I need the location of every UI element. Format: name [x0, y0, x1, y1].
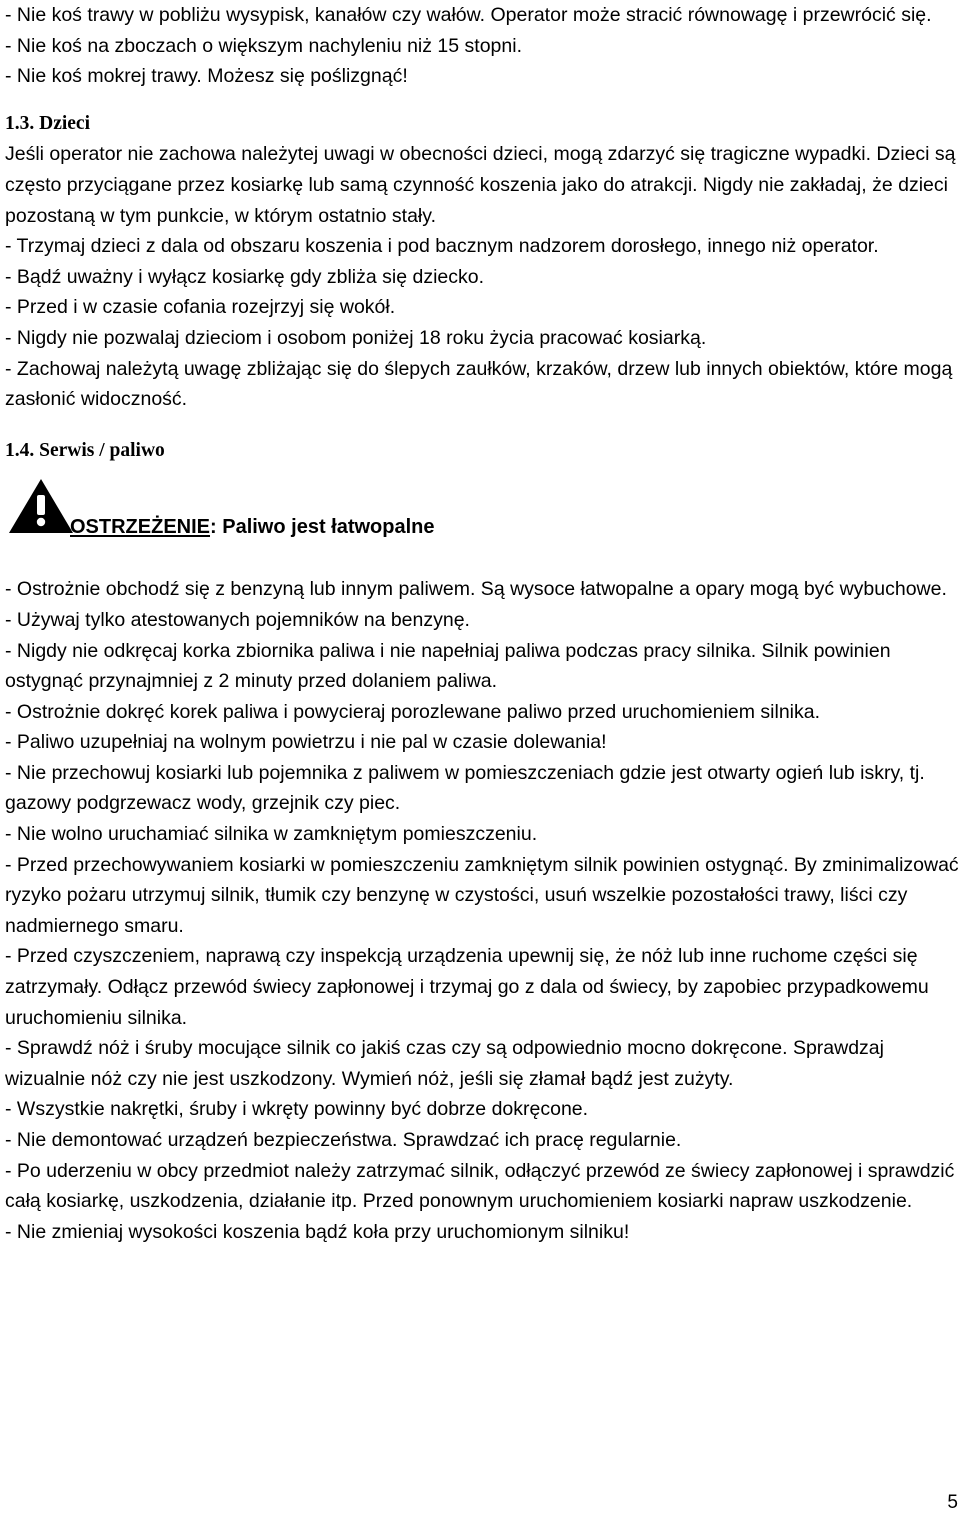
paragraph: - Zachowaj należytą uwagę zbliżając się do ślepych zaułków, krzaków, drzew lub innych obiektów, które mogą zasłonić widoczność.	[5, 357, 953, 411]
warning-text	[70, 513, 435, 541]
section-title: Serwis / paliwo	[39, 439, 165, 461]
paragraph: - Nie demontować urządzeń bezpieczeństwa. Sprawdzać ich pracę regularnie.	[5, 1129, 682, 1151]
paragraph: - Sprawdź nóż i śruby mocujące silnik co jakiś czas czy są odpowiednio mocno dokręcone. Sprawdzaj wizualnie nóż czy nie jest uszkodzony. Wymień nóż, jeśli się złamał bądź jest zużyty.	[5, 1037, 884, 1090]
section-children	[5, 109, 960, 415]
paragraph: - Po uderzeniu w obcy przedmiot należy zatrzymać silnik, odłączyć przewód ze świecy zapłonowej i sprawdzić całą kosiarkę, uszkodzenia, działanie itp. Przed ponownym uruchomieniem kosiarki napraw uszkodzenie.	[5, 1159, 955, 1213]
paragraph: - Nie zmieniaj wysokości koszenia bądź koła przy uruchomionym silniku!	[5, 1220, 630, 1243]
section-number: 1.4.	[5, 439, 35, 461]
warning-triangle-icon	[7, 477, 75, 535]
section-heading	[5, 436, 960, 467]
paragraph: - Ostrożnie obchodź się z benzyną lub innym paliwem. Są wysoce łatwopalne a opary mogą być wybuchowe.	[5, 578, 947, 601]
paragraph: - Używaj tylko atestowanych pojemników na benzynę.	[5, 608, 470, 631]
section-service-fuel	[5, 436, 960, 1248]
paragraph: - Wszystkie nakrętki, śruby i wkręty powinny być dobrze dokręcone.	[5, 1098, 589, 1121]
fuel-warning	[5, 477, 960, 549]
section-title: Dzieci	[39, 112, 91, 134]
warning-label: OSTRZEŻENIE	[70, 516, 211, 539]
paragraph: - Paliwo uzupełniaj na wolnym powietrzu i nie pal w czasie dolewania!	[5, 731, 607, 754]
document-page	[5, 0, 960, 1247]
paragraph: - Przed przechowywaniem kosiarki w pomieszczeniu zamkniętym silnik powinien ostygnąć. By zminimalizować ryzyko pożaru utrzymuj silnik, tłumik czy benzynę w czystości, usuń wszelkie pozostałości trawy, liści czy nadmiernego smaru.	[5, 853, 959, 937]
paragraph: - Nigdy nie pozwalaj dzieciom i osobom poniżej 18 roku życia pracować kosiarką.	[5, 326, 707, 349]
section-heading	[5, 109, 960, 140]
paragraph: - Trzymaj dzieci z dala od obszaru koszenia i pod bacznym nadzorem dorosłego, innego niż operator.	[5, 235, 879, 258]
section-number: 1.3.	[5, 112, 35, 134]
paragraph: - Nie przechowuj kosiarki lub pojemnika z paliwem w pomieszczeniach gdzie jest otwarty ogień lub iskry, tj. gazowy podgrzewacz wody, grzejnik czy piec.	[5, 761, 925, 815]
paragraph: - Przed czyszczeniem, naprawą czy inspekcją urządzenia upewnij się, że nóż lub inne ruchome części się zatrzymały. Odłącz przewód świecy zapłonowej i trzymaj go z dala od świecy, by zapobiec przypadkowemu uruchomieniu silnika.	[5, 945, 929, 1029]
paragraph: Jeśli operator nie zachowa należytej uwagi w obecności dzieci, mogą zdarzyć się tragiczne wypadki. Dzieci są często przyciągane przez kosiarkę lub samą czynność koszenia jako do atrakcji. Nigdy nie zakładaj, że dzieci pozostaną w tym punkcie, w którym ostatnio stały.	[5, 143, 956, 227]
paragraph: - Nie koś trawy w pobliżu wysypisk, kanałów czy wałów. Operator może stracić równowagę i przewrócić się.	[5, 4, 932, 26]
paragraph: - Przed i w czasie cofania rozejrzyj się wokół.	[5, 296, 396, 319]
paragraph: - Nie wolno uruchamiać silnika w zamkniętym pomieszczeniu.	[5, 823, 538, 846]
warning-message: : Paliwo jest łatwopalne	[210, 516, 435, 539]
intro-block	[5, 0, 960, 92]
paragraph: - Nie koś na zboczach o większym nachyleniu niż 15 stopni.	[5, 34, 522, 57]
paragraph: - Nie koś mokrej trawy. Możesz się poślizgnąć!	[5, 65, 408, 88]
page-number: 5	[947, 1492, 958, 1513]
paragraph: - Ostrożnie dokręć korek paliwa i powycieraj porozlewane paliwo przed uruchomieniem silnika.	[5, 700, 821, 723]
paragraph: - Nigdy nie odkręcaj korka zbiornika paliwa i nie napełniaj paliwa podczas pracy silnika. Silnik powinien ostygnąć przynajmniej z 2 minuty przed dolaniem paliwa.	[5, 639, 891, 693]
paragraph: - Bądź uważny i wyłącz kosiarkę gdy zbliża się dziecko.	[5, 265, 485, 288]
